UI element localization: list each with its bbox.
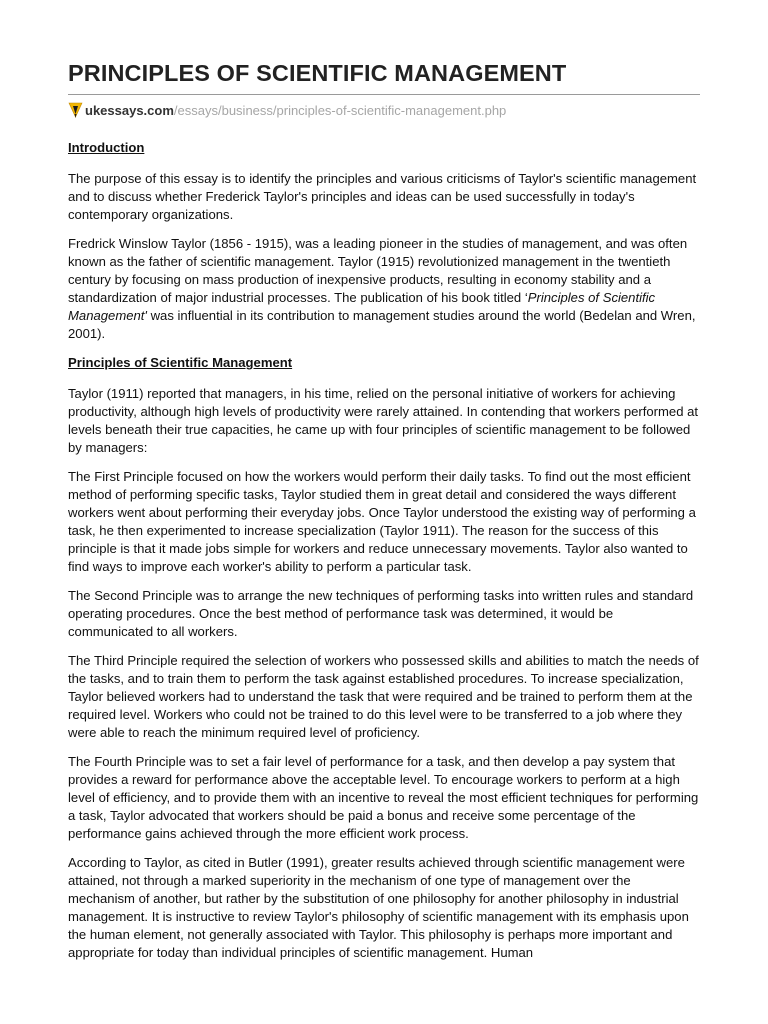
intro-paragraph-2 — [68, 235, 700, 343]
document-page — [68, 0, 700, 973]
intro-paragraph-1: The purpose of this essay is to identify the principles and various criticisms of Taylor's scientific management and to discuss whether Frederick Taylor's principles and ideas can be used successfully in today's contemporary organizations. — [68, 171, 697, 222]
book-title: Principles of Scientific Management' — [68, 290, 656, 323]
butler-paragraph: According to Taylor, as cited in Butler (1991), greater results achieved through scientific management were attained, not through a marked superiority in the mechanism of one type of management over the mechanism of another, but rather by the substitution of one philosophy for another philosophy in industrial management. It is instructive to review Taylor's philosophy of scientific management with its emphasis upon the human element, not generally associated with Taylor. This philosophy is perhaps more important and appropriate for today than individual principles of scientific management. Human — [68, 855, 689, 960]
third-principle-paragraph: The Third Principle required the selection of workers who possessed skills and abilities to match the needs of the tasks, and to train them to perform the task against established procedures. To increase specialization, Taylor believed workers had to understand the task that were required and be trained to perform them at the required level. Workers who could not be trained to do this level were to be transferred to a job where they were able to reach the minimum required level of proficiency. — [68, 653, 699, 740]
source-url[interactable] — [68, 101, 700, 119]
fourth-principle-paragraph: The Fourth Principle was to set a fair level of performance for a task, and then develop a pay system that provides a reward for performance above the acceptable level. To encourage workers to perform at a high level of efficiency, and to provide them with an incentive to reveal the most efficient techniques for performing a task, Taylor advocated that workers should be paid a bonus and receive some percentage of the performance gains achieved through the more efficient work process. — [68, 754, 699, 841]
source-domain[interactable]: ukessays.com — [85, 102, 174, 118]
principles-paragraph: Taylor (1911) reported that managers, in his time, relied on the personal initiative of workers for achieving productivity, although high levels of productivity were rarely attained. In contending that workers performed at levels beneath their true capacities, he came up with four principles of scientific management to be followed by managers: — [68, 386, 699, 455]
first-principle-paragraph: The First Principle focused on how the workers would perform their daily tasks. To find out the most efficient method of performing specific tasks, Taylor studied them in great detail and considered the ways different workers went about performing their everyday jobs. Once Taylor understood the existing way of performing a task, he then experimented to increase specialization (Taylor 1911). The reason for the success of this principle is that it made jobs simple for workers and reduce unnecessary movements. Taylor also wanted to find ways to improve each worker's ability to perform a particular task. — [68, 469, 696, 574]
intro-paragraph-2-end: was influential in its contribution to management studies around the world (Bedelan and Wren, 2001). — [68, 308, 696, 341]
ukessays-pencil-logo-icon — [68, 102, 83, 119]
heading-introduction: Introduction — [68, 140, 145, 155]
second-principle-paragraph: The Second Principle was to arrange the new techniques of performing tasks into written rules and standard operating procedures. Once the best method of performance task was determined, it would be communicated to all workers. — [68, 588, 694, 639]
source-path[interactable]: /essays/business/principles-of-scientific-management.php — [173, 102, 507, 118]
page-title: PRINCIPLES OF SCIENTIFIC MANAGEMENT — [68, 60, 567, 86]
heading-principles: Principles of Scientific Management — [68, 355, 293, 370]
essay-body — [68, 139, 700, 962]
title-divider — [68, 94, 700, 95]
intro-paragraph-2-text: Fredrick Winslow Taylor (1856 - 1915), was a leading pioneer in the studies of management, and was often known as the father of scientific management. Taylor (1915) revolutionized management in the twentieth century by focusing on mass production of inexpensive products, resulting in economy stability and a standardization of major industrial processes. The publication of his book titled ‘ — [68, 236, 688, 305]
